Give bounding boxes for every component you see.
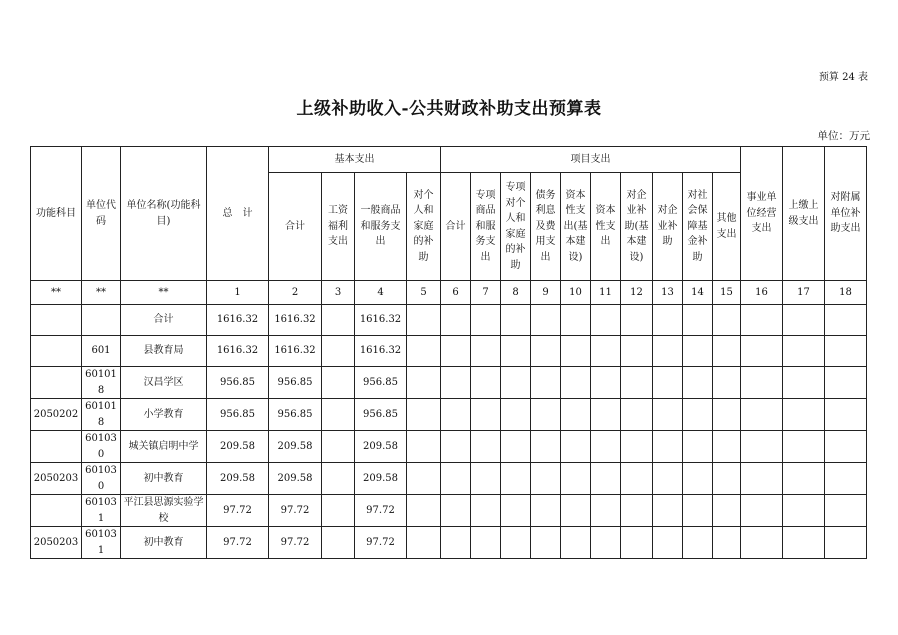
header-func-subject: 功能科目	[31, 147, 82, 281]
cell-basic-goods: 209.58	[355, 463, 407, 495]
header-basic-subtotal: 合计	[269, 173, 322, 281]
cell-func-subject	[31, 336, 82, 367]
cell-empty	[561, 527, 591, 559]
cell-basic-wage	[322, 336, 355, 367]
cell-empty	[561, 399, 591, 431]
cell-basic-wage	[322, 399, 355, 431]
cell-empty	[683, 336, 713, 367]
header-subsidiary: 对附属单位补助支出	[825, 147, 867, 281]
index-cell: 13	[653, 281, 683, 305]
cell-empty	[561, 431, 591, 463]
cell-func-subject: 2050203	[31, 463, 82, 495]
cell-func-subject	[31, 431, 82, 463]
cell-empty	[653, 495, 683, 527]
cell-unit-name: 合计	[121, 305, 207, 336]
cell-empty	[501, 527, 531, 559]
cell-empty	[531, 527, 561, 559]
cell-empty	[531, 367, 561, 399]
cell-unit-name: 初中教育	[121, 463, 207, 495]
cell-basic-goods: 97.72	[355, 495, 407, 527]
cell-empty	[683, 431, 713, 463]
cell-empty	[471, 305, 501, 336]
cell-empty	[441, 495, 471, 527]
cell-empty	[561, 367, 591, 399]
cell-empty	[441, 367, 471, 399]
cell-empty	[531, 336, 561, 367]
cell-empty	[561, 305, 591, 336]
cell-empty	[621, 527, 653, 559]
cell-basic-subtotal: 956.85	[269, 367, 322, 399]
cell-basic-subtotal: 209.58	[269, 463, 322, 495]
index-cell: 1	[207, 281, 269, 305]
cell-empty	[653, 527, 683, 559]
cell-empty	[407, 336, 441, 367]
cell-empty	[621, 463, 653, 495]
header-project-group: 项目支出	[441, 147, 741, 173]
cell-basic-subtotal: 1616.32	[269, 336, 322, 367]
table-row	[31, 336, 867, 367]
header-unit-code: 单位代码	[82, 147, 121, 281]
cell-empty	[591, 495, 621, 527]
cell-empty	[407, 495, 441, 527]
cell-empty	[407, 305, 441, 336]
cell-empty	[741, 431, 783, 463]
index-cell: 7	[471, 281, 501, 305]
cell-unit-name: 汉昌学区	[121, 367, 207, 399]
cell-total: 209.58	[207, 463, 269, 495]
header-basic-goods: 一般商品和服务支出	[355, 173, 407, 281]
cell-empty	[591, 305, 621, 336]
cell-empty	[621, 399, 653, 431]
cell-empty	[471, 399, 501, 431]
cell-total: 956.85	[207, 399, 269, 431]
cell-empty	[501, 463, 531, 495]
cell-empty	[741, 399, 783, 431]
cell-basic-goods: 956.85	[355, 399, 407, 431]
cell-empty	[741, 367, 783, 399]
cell-unit-name: 平江县思源实验学校	[121, 495, 207, 527]
cell-empty	[713, 527, 741, 559]
cell-empty	[741, 463, 783, 495]
column-index-row	[31, 281, 867, 305]
cell-unit-name: 县教育局	[121, 336, 207, 367]
cell-empty	[501, 305, 531, 336]
table-row	[31, 305, 867, 336]
cell-empty	[441, 305, 471, 336]
cell-empty	[713, 399, 741, 431]
cell-total: 97.72	[207, 495, 269, 527]
index-cell: 5	[407, 281, 441, 305]
cell-unit-name: 初中教育	[121, 527, 207, 559]
cell-empty	[825, 399, 867, 431]
cell-empty	[741, 305, 783, 336]
page-title: 上级补助收入-公共财政补助支出预算表	[296, 99, 602, 119]
cell-unit-name: 小学教育	[121, 399, 207, 431]
cell-empty	[407, 463, 441, 495]
index-cell: 14	[683, 281, 713, 305]
index-cell: 9	[531, 281, 561, 305]
cell-empty	[683, 527, 713, 559]
header-total: 总 计	[207, 147, 269, 281]
cell-empty	[471, 463, 501, 495]
cell-empty	[683, 399, 713, 431]
cell-empty	[741, 527, 783, 559]
index-cell: 4	[355, 281, 407, 305]
cell-empty	[441, 463, 471, 495]
header-project-goods: 专项商品和服务支出	[471, 173, 501, 281]
cell-basic-wage	[322, 367, 355, 399]
cell-basic-subtotal: 97.72	[269, 495, 322, 527]
cell-empty	[591, 336, 621, 367]
cell-empty	[825, 463, 867, 495]
cell-empty	[471, 527, 501, 559]
cell-empty	[683, 367, 713, 399]
index-cell: 3	[322, 281, 355, 305]
cell-unit-code: 601030	[82, 431, 121, 463]
cell-empty	[441, 399, 471, 431]
index-cell: 18	[825, 281, 867, 305]
index-cell: 11	[591, 281, 621, 305]
cell-empty	[653, 367, 683, 399]
header-project-social: 对社会保障基金补助	[683, 173, 713, 281]
table-body	[31, 305, 867, 559]
cell-empty	[441, 431, 471, 463]
cell-empty	[653, 305, 683, 336]
cell-empty	[653, 431, 683, 463]
header-basic-personal: 对个人和家庭的补助	[407, 173, 441, 281]
table-row	[31, 399, 867, 431]
header-project-subtotal: 合计	[441, 173, 471, 281]
cell-empty	[501, 431, 531, 463]
index-cell: **	[82, 281, 121, 305]
cell-basic-goods: 209.58	[355, 431, 407, 463]
cell-empty	[783, 431, 825, 463]
cell-empty	[825, 367, 867, 399]
cell-empty	[591, 431, 621, 463]
header-unit-name: 单位名称(功能科目)	[121, 147, 207, 281]
cell-empty	[561, 336, 591, 367]
cell-empty	[591, 527, 621, 559]
cell-empty	[783, 336, 825, 367]
cell-func-subject: 2050202	[31, 399, 82, 431]
cell-empty	[531, 463, 561, 495]
cell-empty	[591, 399, 621, 431]
index-cell: 10	[561, 281, 591, 305]
cell-total: 97.72	[207, 527, 269, 559]
cell-basic-goods: 1616.32	[355, 336, 407, 367]
index-cell: 12	[621, 281, 653, 305]
cell-empty	[713, 463, 741, 495]
index-cell: **	[31, 281, 82, 305]
table-row	[31, 431, 867, 463]
cell-empty	[531, 305, 561, 336]
cell-unit-code: 601030	[82, 463, 121, 495]
cell-empty	[471, 431, 501, 463]
cell-basic-wage	[322, 431, 355, 463]
cell-basic-wage	[322, 305, 355, 336]
table-row	[31, 527, 867, 559]
cell-empty	[407, 431, 441, 463]
cell-empty	[713, 495, 741, 527]
cell-total: 1616.32	[207, 305, 269, 336]
cell-empty	[407, 367, 441, 399]
cell-empty	[825, 527, 867, 559]
cell-empty	[741, 336, 783, 367]
cell-empty	[825, 305, 867, 336]
index-cell: 16	[741, 281, 783, 305]
cell-empty	[501, 367, 531, 399]
header-remit: 上缴上级支出	[783, 147, 825, 281]
cell-empty	[825, 431, 867, 463]
index-cell: 8	[501, 281, 531, 305]
cell-empty	[653, 463, 683, 495]
cell-empty	[783, 463, 825, 495]
cell-empty	[621, 367, 653, 399]
cell-empty	[471, 495, 501, 527]
cell-unit-code: 601031	[82, 495, 121, 527]
cell-empty	[741, 495, 783, 527]
cell-empty	[621, 431, 653, 463]
cell-empty	[501, 336, 531, 367]
cell-basic-subtotal: 209.58	[269, 431, 322, 463]
cell-func-subject	[31, 305, 82, 336]
cell-empty	[783, 399, 825, 431]
cell-basic-subtotal: 97.72	[269, 527, 322, 559]
cell-empty	[501, 495, 531, 527]
cell-empty	[531, 399, 561, 431]
header-project-enterprise-build: 对企业补助(基本建设)	[621, 173, 653, 281]
cell-empty	[683, 495, 713, 527]
table-row	[31, 495, 867, 527]
cell-empty	[783, 305, 825, 336]
cell-empty	[713, 305, 741, 336]
cell-empty	[783, 527, 825, 559]
cell-unit-code: 601018	[82, 367, 121, 399]
cell-empty	[591, 367, 621, 399]
cell-empty	[713, 336, 741, 367]
cell-empty	[441, 336, 471, 367]
unit-label: 单位：万元	[817, 130, 870, 142]
cell-basic-subtotal: 956.85	[269, 399, 322, 431]
header-project-personal: 专项对个人和家庭的补助	[501, 173, 531, 281]
cell-empty	[783, 367, 825, 399]
cell-basic-wage	[322, 527, 355, 559]
cell-basic-wage	[322, 463, 355, 495]
cell-unit-code: 601031	[82, 527, 121, 559]
cell-empty	[561, 463, 591, 495]
cell-empty	[471, 367, 501, 399]
index-cell: 17	[783, 281, 825, 305]
cell-empty	[591, 463, 621, 495]
header-biz-ops: 事业单位经营支出	[741, 147, 783, 281]
header-project-debt: 债务利息及费用支出	[531, 173, 561, 281]
table-row	[31, 367, 867, 399]
cell-unit-code: 601	[82, 336, 121, 367]
budget-table	[30, 146, 867, 559]
cell-basic-goods: 956.85	[355, 367, 407, 399]
cell-empty	[713, 431, 741, 463]
cell-func-subject: 2050203	[31, 527, 82, 559]
header-project-other: 其他支出	[713, 173, 741, 281]
cell-unit-code: 601018	[82, 399, 121, 431]
cell-empty	[653, 399, 683, 431]
cell-empty	[531, 431, 561, 463]
header-basic-group: 基本支出	[269, 147, 441, 173]
cell-func-subject	[31, 367, 82, 399]
form-number: 预算 24 表	[818, 72, 868, 83]
header-project-capital: 资本性支出	[591, 173, 621, 281]
header-project-enterprise: 对企业补助	[653, 173, 683, 281]
cell-basic-wage	[322, 495, 355, 527]
cell-empty	[621, 495, 653, 527]
cell-unit-name: 城关镇启明中学	[121, 431, 207, 463]
cell-total: 209.58	[207, 431, 269, 463]
cell-empty	[653, 336, 683, 367]
header-basic-wage: 工资福利支出	[322, 173, 355, 281]
cell-basic-subtotal: 1616.32	[269, 305, 322, 336]
table-row	[31, 463, 867, 495]
header-project-capital-build: 资本性支出(基本建设)	[561, 173, 591, 281]
cell-total: 956.85	[207, 367, 269, 399]
cell-empty	[531, 495, 561, 527]
cell-basic-goods: 1616.32	[355, 305, 407, 336]
cell-empty	[501, 399, 531, 431]
cell-basic-goods: 97.72	[355, 527, 407, 559]
cell-func-subject	[31, 495, 82, 527]
cell-empty	[683, 305, 713, 336]
index-cell: 15	[713, 281, 741, 305]
cell-empty	[407, 399, 441, 431]
cell-empty	[441, 527, 471, 559]
index-cell: **	[121, 281, 207, 305]
cell-empty	[713, 367, 741, 399]
cell-empty	[621, 305, 653, 336]
cell-empty	[783, 495, 825, 527]
cell-empty	[561, 495, 591, 527]
cell-empty	[471, 336, 501, 367]
cell-empty	[407, 527, 441, 559]
index-cell: 2	[269, 281, 322, 305]
cell-empty	[825, 336, 867, 367]
cell-total: 1616.32	[207, 336, 269, 367]
cell-empty	[683, 463, 713, 495]
cell-empty	[825, 495, 867, 527]
cell-empty	[621, 336, 653, 367]
cell-unit-code	[82, 305, 121, 336]
index-cell: 6	[441, 281, 471, 305]
